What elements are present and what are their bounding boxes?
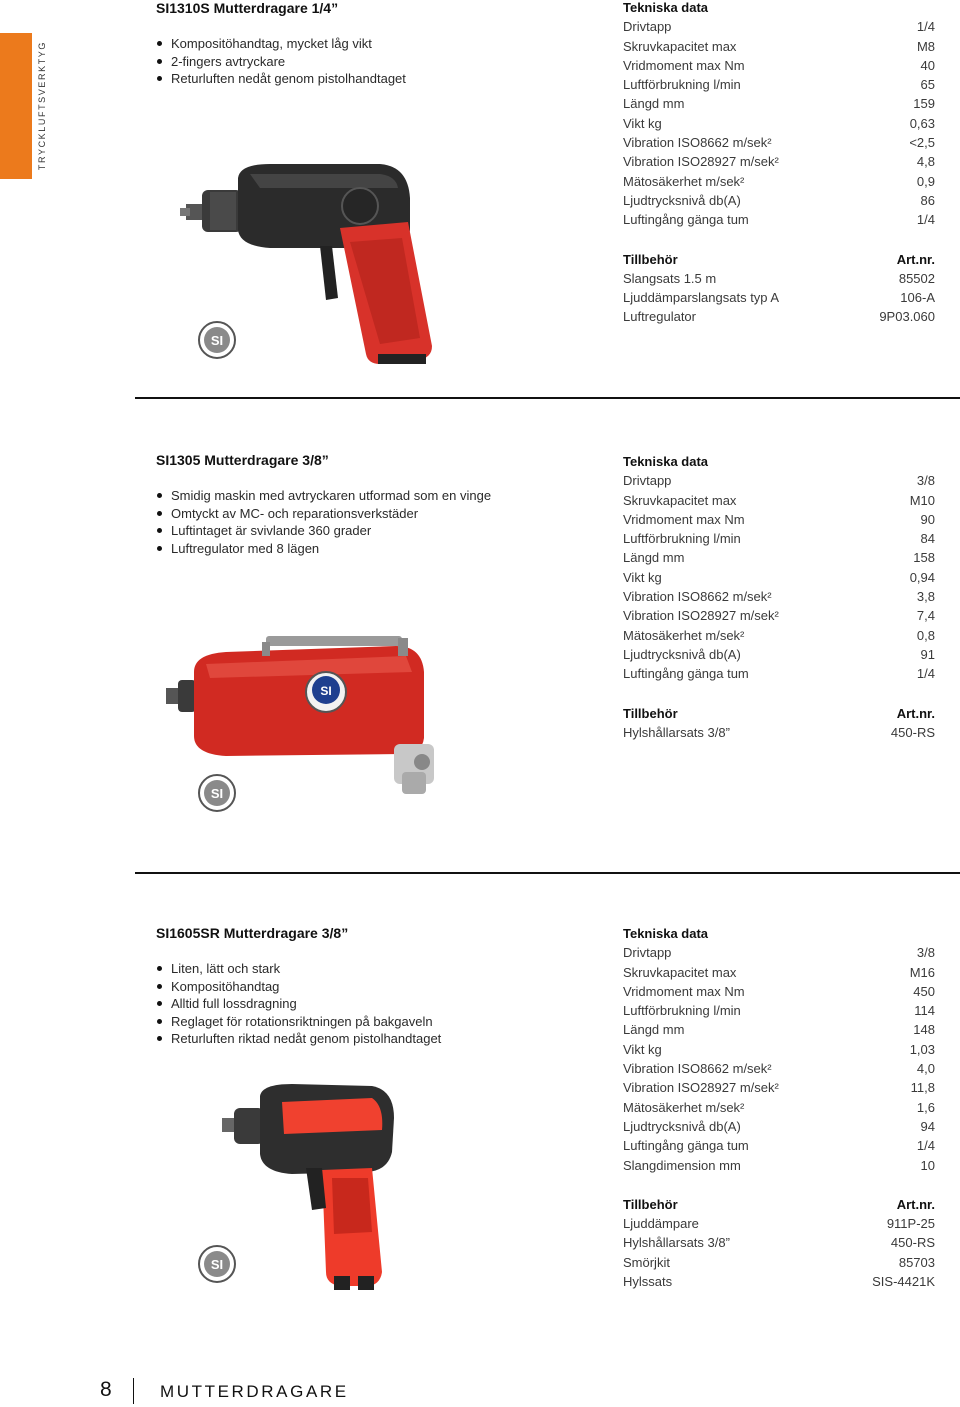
feature-list — [156, 487, 491, 557]
spec-table — [623, 0, 935, 327]
spec-row: Skruvkapacitet max M10 — [623, 492, 935, 508]
spec-row: Drivtapp 3/8 — [623, 945, 935, 961]
accessory-row: Ljuddämpare 911P-25 — [623, 1216, 935, 1232]
spec-row: Vibration ISO28927 m/sek² 11,8 — [623, 1080, 935, 1096]
spec-table — [623, 452, 935, 742]
footer-divider — [133, 1378, 134, 1404]
accessory-row: Hylshållarsats 3/8” 450-RS — [623, 1235, 935, 1251]
spec-row: Slangdimension mm 10 — [623, 1157, 935, 1173]
accessory-row: Luftregulator 9P03.060 — [623, 309, 935, 325]
feature-item: Liten, lätt och stark — [156, 960, 441, 978]
spec-row: Vikt kg 1,03 — [623, 1041, 935, 1057]
footer-title: MUTTERDRAGARE — [160, 1382, 349, 1401]
spec-header: Tekniska data — [623, 454, 709, 469]
product-title: SI1305 Mutterdragare 3/8” — [156, 452, 329, 468]
product-title: SI1310S Mutterdragare 1/4” — [156, 0, 339, 16]
spec-row: Längd mm 148 — [623, 1022, 935, 1038]
accessory-row: Ljuddämparslangsats typ A 106-A — [623, 290, 935, 306]
spec-row: Vibration ISO28927 m/sek² 7,4 — [623, 608, 935, 624]
svg-text:SI: SI — [210, 1257, 224, 1272]
si-logo-icon — [197, 773, 237, 813]
spec-row: Vikt kg 0,63 — [623, 115, 935, 131]
spec-row: Luftingång gänga tum 1/4 — [623, 212, 935, 228]
section-divider — [135, 397, 960, 399]
accessory-header: Tillbehör Art.nr. — [623, 251, 935, 267]
spec-row: Luftförbrukning l/min 65 — [623, 77, 935, 93]
impact-wrench-image — [222, 1082, 402, 1292]
si-logo-icon — [197, 1244, 237, 1284]
spec-row: Längd mm 159 — [623, 96, 935, 112]
feature-list — [156, 35, 406, 88]
feature-item: Returluften nedåt genom pistolhandtaget — [156, 70, 406, 88]
spec-row: Vibration ISO8662 m/sek² <2,5 — [623, 135, 935, 151]
spec-row: Vridmoment max Nm 40 — [623, 57, 935, 73]
spec-row: Vikt kg 0,94 — [623, 569, 935, 585]
feature-item: Reglaget för rotationsriktningen på bakgaveln — [156, 1013, 441, 1031]
feature-item: Omtyckt av MC- och reparationsverkstäder — [156, 505, 491, 523]
accessory-header: Tillbehör Art.nr. — [623, 705, 935, 721]
accessory-row: Smörjkit 85703 — [623, 1254, 935, 1270]
spec-row: Luftingång gänga tum 1/4 — [623, 666, 935, 682]
spec-row: Mätosäkerhet m/sek² 1,6 — [623, 1099, 935, 1115]
spec-row: Luftförbrukning l/min 84 — [623, 531, 935, 547]
page-number: 8 — [100, 1378, 112, 1401]
spec-table — [623, 924, 935, 1291]
spec-row: Skruvkapacitet max M8 — [623, 38, 935, 54]
spec-row: Vibration ISO8662 m/sek² 4,0 — [623, 1061, 935, 1077]
accessory-row: Hylshållarsats 3/8” 450-RS — [623, 724, 935, 740]
spec-row: Mätosäkerhet m/sek² 0,8 — [623, 627, 935, 643]
spec-row: Vibration ISO8662 m/sek² 3,8 — [623, 589, 935, 605]
feature-item: Kompositöhandtag, mycket låg vikt — [156, 35, 406, 53]
spec-row: Vibration ISO28927 m/sek² 4,8 — [623, 154, 935, 170]
spec-row: Ljudtrycksnivå db(A) 94 — [623, 1118, 935, 1134]
section-divider — [135, 872, 960, 874]
spec-row: Mätosäkerhet m/sek² 0,9 — [623, 173, 935, 189]
svg-text:SI: SI — [320, 684, 332, 698]
feature-item: 2-fingers avtryckare — [156, 53, 406, 71]
spec-row: Luftingång gänga tum 1/4 — [623, 1138, 935, 1154]
feature-list — [156, 960, 441, 1048]
spec-row: Skruvkapacitet max M16 — [623, 964, 935, 980]
feature-item: Returluften riktad nedåt genom pistolhandtaget — [156, 1030, 441, 1048]
feature-item: Luftregulator med 8 lägen — [156, 540, 491, 558]
spec-row: Vridmoment max Nm 90 — [623, 511, 935, 527]
feature-item: Kompositöhandtag — [156, 978, 441, 996]
spec-row: Drivtapp 1/4 — [623, 19, 935, 35]
spec-row: Ljudtrycksnivå db(A) 91 — [623, 646, 935, 662]
svg-text:SI: SI — [210, 333, 224, 348]
accessory-row: Slangsats 1.5 m 85502 — [623, 270, 935, 286]
accessory-header: Tillbehör Art.nr. — [623, 1196, 935, 1212]
spec-row: Drivtapp 3/8 — [623, 473, 935, 489]
spec-row: Längd mm 158 — [623, 550, 935, 566]
spec-row: Luftförbrukning l/min 114 — [623, 1003, 935, 1019]
feature-item: Alltid full lossdragning — [156, 995, 441, 1013]
feature-item: Smidig maskin med avtryckaren utformad som en vinge — [156, 487, 491, 505]
product-title: SI1605SR Mutterdragare 3/8” — [156, 925, 349, 941]
spec-header: Tekniska data — [623, 926, 709, 941]
spec-row: Vridmoment max Nm 450 — [623, 983, 935, 999]
si-logo-icon — [197, 320, 237, 360]
spec-row: Ljudtrycksnivå db(A) 86 — [623, 192, 935, 208]
section-tab — [0, 33, 32, 179]
section-label: TRYCKLUFTSVERKTYG — [37, 41, 47, 171]
spec-header: Tekniska data — [623, 0, 709, 15]
svg-text:SI: SI — [210, 786, 224, 801]
accessory-row: Hylssats SIS-4421K — [623, 1274, 935, 1290]
feature-item: Luftintaget är svivlande 360 grader — [156, 522, 491, 540]
